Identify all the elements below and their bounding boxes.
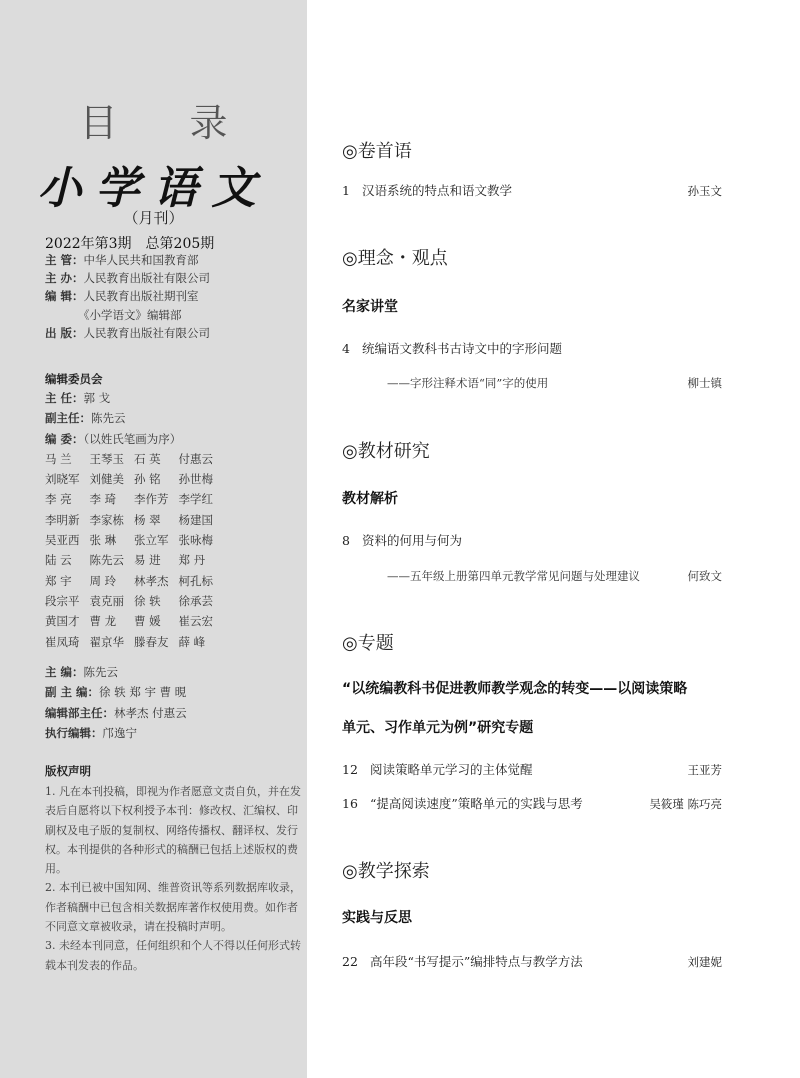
committee-member: 李 琦 bbox=[89, 492, 117, 507]
copyright-paragraph: 3. 未经本刊同意，任何组织和个人不得以任何形式转载本刊发表的作品。 bbox=[45, 939, 301, 972]
committee-member: 柯孔标 bbox=[178, 573, 213, 588]
committee-member: 郑 丹 bbox=[178, 553, 206, 568]
toc-entry[interactable] bbox=[342, 952, 722, 972]
committee-member: 黄国才 bbox=[45, 614, 80, 629]
copyright-notice bbox=[45, 760, 307, 975]
committee-member: 段宗平 bbox=[45, 593, 80, 608]
magazine-name-logo: 小学语文 bbox=[37, 163, 270, 214]
special-topic-title bbox=[342, 670, 742, 748]
article-title: 资料的何用与何为 bbox=[362, 533, 463, 548]
section-heading-special: ◎专题 bbox=[342, 633, 394, 654]
table-of-contents bbox=[307, 0, 800, 1078]
copyright-title: 版权声明 bbox=[45, 764, 91, 778]
committee-member: 李学红 bbox=[178, 492, 213, 507]
committee-member: 刘健美 bbox=[89, 472, 124, 487]
committee-member: 陆 云 bbox=[45, 553, 72, 568]
article-title: 阅读策略单元学习的主体觉醒 bbox=[370, 762, 533, 777]
article-author: 何致文 bbox=[687, 569, 722, 583]
info-row: 主 办：人民教育出版社有限公司 bbox=[45, 271, 211, 286]
committee-member: 曹 媛 bbox=[134, 614, 161, 629]
committee-members-label: 编 委：（以姓氏笔画为序） bbox=[45, 431, 182, 446]
info-row: 出 版：人民教育出版社有限公司 bbox=[45, 325, 211, 340]
article-author: 王亚芳 bbox=[687, 763, 722, 777]
committee-member: 孙 铭 bbox=[134, 472, 161, 487]
article-subtitle-row bbox=[387, 373, 722, 393]
issue-number: 2022年第3期 总第205期 bbox=[45, 236, 215, 252]
page-number: 22 bbox=[342, 954, 358, 969]
committee-member: 徐 轶 bbox=[134, 593, 161, 608]
committee-member: 徐承芸 bbox=[178, 593, 213, 608]
toc-title: 目 录 bbox=[79, 101, 258, 145]
committee-member-list bbox=[45, 449, 295, 652]
column-heading: 教材解析 bbox=[342, 491, 398, 507]
toc-entry[interactable] bbox=[342, 794, 722, 814]
editor-row: 副 主 编：徐 轶 郑 宇 曹 晛 bbox=[45, 685, 187, 700]
committee-member: 翟京华 bbox=[89, 634, 124, 649]
committee-member: 吴亚西 bbox=[45, 533, 80, 548]
toc-entry[interactable] bbox=[342, 760, 722, 780]
editor-row: 编辑部主任：林孝杰 付惠云 bbox=[45, 705, 187, 720]
committee-member: 袁克丽 bbox=[89, 593, 124, 608]
committee-member: 刘晓军 bbox=[45, 472, 80, 487]
editor-row: 主 编：陈先云 bbox=[45, 665, 119, 679]
editor-row: 执行编辑：邝逸宁 bbox=[45, 725, 137, 740]
masthead-sidebar bbox=[0, 0, 307, 1078]
committee-member: 曹 龙 bbox=[89, 614, 117, 629]
committee-member: 杨建国 bbox=[178, 512, 213, 527]
section-heading-foreword: ◎卷首语 bbox=[342, 141, 412, 162]
column-heading: 实践与反思 bbox=[342, 910, 412, 926]
page-number: 16 bbox=[342, 796, 358, 811]
committee-member: 王琴玉 bbox=[89, 451, 124, 466]
committee-member: 石 英 bbox=[134, 451, 161, 466]
toc-entry[interactable] bbox=[342, 531, 722, 551]
committee-member: 李作芳 bbox=[134, 492, 169, 507]
article-title: “提高阅读速度”策略单元的实践与思考 bbox=[370, 796, 583, 811]
info-row: 编 辑：人民教育出版社期刊室 bbox=[45, 289, 199, 304]
article-author: 柳士镇 bbox=[687, 376, 722, 390]
section-heading-practice: ◎教学探索 bbox=[342, 861, 430, 882]
article-title: 统编语文教科书古诗文中的字形问题 bbox=[362, 341, 563, 356]
committee-member: 张立军 bbox=[134, 533, 169, 548]
committee-member: 李家栋 bbox=[89, 512, 124, 527]
committee-member: 周 玲 bbox=[89, 573, 117, 588]
special-topic-line: 单元、习作单元为例”研究专题 bbox=[342, 720, 534, 736]
copyright-paragraph: 2. 本刊已被中国知网、维普资讯等系列数据库收录，作者稿酬中已包含相关数据库著作权使用费。如作者不同意文章被收录，请在投稿时声明。 bbox=[45, 881, 301, 934]
committee-member: 张 琳 bbox=[89, 533, 117, 548]
committee-member: 李明新 bbox=[45, 512, 80, 527]
article-title: 汉语系统的特点和语文教学 bbox=[362, 183, 513, 198]
committee-member: 郑 宇 bbox=[45, 573, 72, 588]
page-number: 12 bbox=[342, 762, 358, 777]
page-number: 4 bbox=[342, 341, 350, 356]
special-topic-line: “以统编教科书促进教师教学观念的转变——以阅读策略 bbox=[342, 681, 688, 697]
publisher-info bbox=[45, 251, 295, 342]
committee-member: 易 进 bbox=[134, 553, 161, 568]
committee-deputy: 副主任：陈先云 bbox=[45, 411, 126, 426]
article-author: 孙玉文 bbox=[687, 184, 722, 198]
committee-member: 杨 翠 bbox=[134, 512, 161, 527]
publication-frequency: （月刊） bbox=[123, 209, 184, 227]
article-title: 高年段“书写提示”编排特点与教学方法 bbox=[370, 954, 583, 969]
editorial-committee bbox=[45, 370, 295, 652]
committee-member: 马 兰 bbox=[45, 451, 72, 466]
committee-member: 付惠云 bbox=[178, 451, 213, 466]
committee-heading: 编辑委员会 bbox=[45, 372, 103, 386]
editorial-staff bbox=[45, 662, 300, 743]
article-subtitle: ——五年级上册第四单元教学常见问题与处理建议 bbox=[387, 569, 640, 583]
committee-member: 林孝杰 bbox=[134, 573, 169, 588]
article-subtitle: ——字形注释术语“同”字的使用 bbox=[387, 376, 549, 390]
article-author: 吴筱瑾 陈巧亮 bbox=[649, 797, 722, 811]
committee-member: 薛 峰 bbox=[178, 634, 206, 649]
article-author: 刘建妮 bbox=[687, 955, 722, 969]
committee-director: 主 任：郭 戈 bbox=[45, 391, 111, 405]
toc-entry[interactable] bbox=[342, 339, 722, 359]
info-row: 《小学语文》编辑部 bbox=[78, 307, 182, 322]
page-number: 8 bbox=[342, 533, 350, 548]
section-heading-ideas: ◎理念・观点 bbox=[342, 248, 448, 269]
committee-member: 张咏梅 bbox=[178, 533, 213, 548]
committee-member: 崔凤琦 bbox=[45, 634, 80, 649]
toc-entry[interactable] bbox=[342, 181, 722, 201]
committee-member: 陈先云 bbox=[89, 553, 124, 568]
info-row: 主 管：中华人民共和国教育部 bbox=[45, 253, 199, 267]
committee-member: 滕春友 bbox=[134, 634, 169, 649]
copyright-paragraph: 1. 凡在本刊投稿，即视为作者愿意文责自负，并在发表后自愿将以下权利授予本刊：修改权、汇编权、印刷权及电子版的复制权、网络传播权、翻译权、发行权。本刊提供的各种形式的稿酬已包括上述版权的费用。 bbox=[45, 785, 301, 876]
section-heading-textbook: ◎教材研究 bbox=[342, 441, 430, 462]
page-number: 1 bbox=[342, 183, 350, 198]
committee-member: 李 亮 bbox=[45, 492, 72, 507]
committee-member: 孙世梅 bbox=[178, 472, 213, 487]
committee-member: 崔云宏 bbox=[178, 614, 213, 629]
article-subtitle-row bbox=[387, 566, 722, 586]
column-heading: 名家讲堂 bbox=[342, 299, 398, 315]
